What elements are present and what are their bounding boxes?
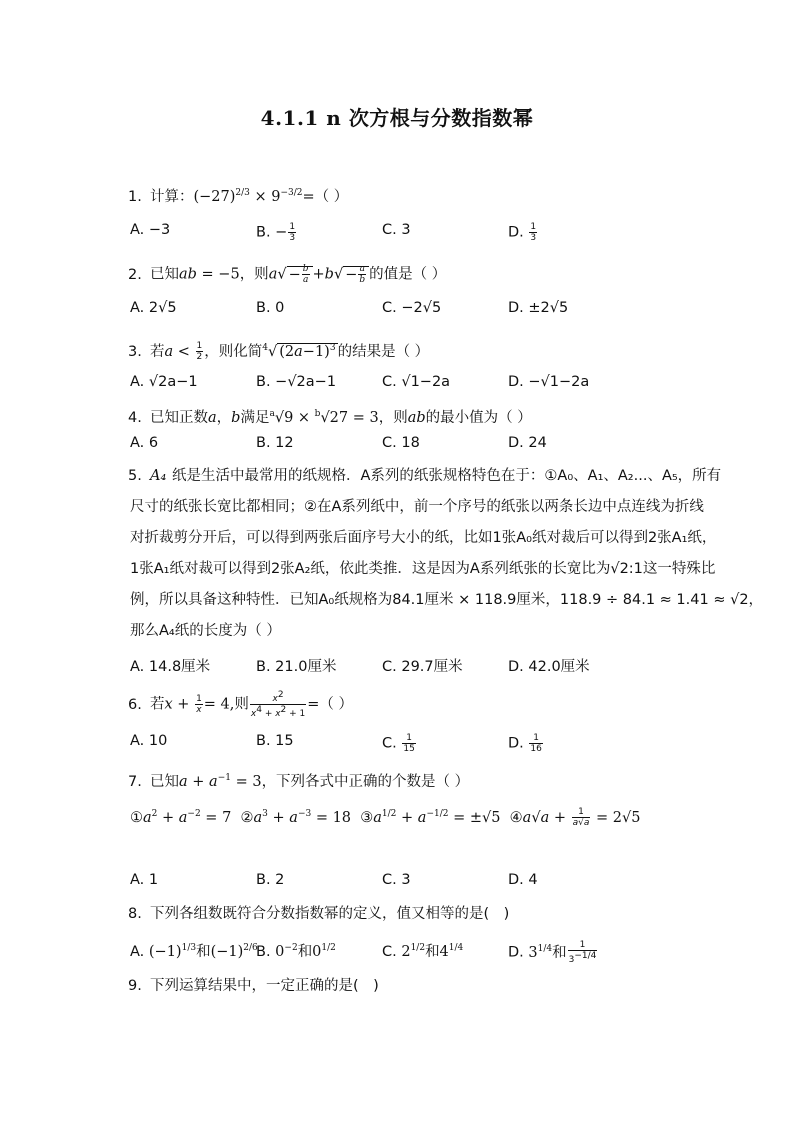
q7-options bbox=[130, 872, 730, 894]
q1-option-d[interactable]: D. $\frac{1}{3}$ bbox=[508, 222, 537, 243]
question-9: 9. 下列运算结果中，一定正确的是( ) bbox=[128, 978, 379, 994]
q1-option-c[interactable]: C. 3 bbox=[382, 222, 411, 238]
q4-options bbox=[130, 435, 730, 457]
question-5-number: 5. A₄ bbox=[128, 468, 167, 484]
q4-option-a[interactable]: A. 6 bbox=[130, 435, 159, 451]
q7-statements: $①a^2 + a^{-2} = 7$ $②a^3 + a^{-3} = 18$ $③a^{1/2} + a^{-1/2} = \pm√5$ ④a√a + $\frac{1}{a√a}$ = 2√5 bbox=[130, 807, 641, 829]
q6-option-b[interactable]: B. 15 bbox=[256, 733, 294, 749]
page-title: 4.1.1 n 次方根与分数指数幂 bbox=[260, 106, 534, 130]
q6-option-c[interactable]: C. $\frac{1}{15}$ bbox=[382, 733, 415, 754]
q3-options bbox=[130, 374, 730, 396]
q7-option-d[interactable]: D. 4 bbox=[508, 872, 538, 888]
question-6: 6. 若x + $\frac{1}{x}$ = 4,则 $\frac{x^2}{x^4 + x^2 + 1}$ =（ ） bbox=[128, 690, 354, 719]
q1-expression: $(-27)^{2/3} \times 9^{-3/2}$ bbox=[193, 188, 303, 205]
q8-option-d[interactable]: D. $3^{1/4}$和 $\frac{1}{3^{-1/4}}$ bbox=[508, 940, 597, 965]
q2-option-c[interactable]: C. −2√5 bbox=[382, 300, 442, 316]
q8-option-a[interactable]: A. $(-1)^{1/3}$和$(-1)^{2/6}$ bbox=[130, 943, 258, 960]
q4-option-c[interactable]: C. 18 bbox=[382, 435, 420, 451]
q2-option-b[interactable]: B. 0 bbox=[256, 300, 285, 316]
q3-option-b[interactable]: B. −√2a−1 bbox=[256, 374, 337, 390]
q1-options bbox=[130, 222, 730, 244]
q5-option-a[interactable]: A. 14.8厘米 bbox=[130, 659, 211, 675]
q3-option-a[interactable]: A. √2a−1 bbox=[130, 374, 198, 390]
q5-option-d[interactable]: D. 42.0厘米 bbox=[508, 659, 590, 675]
q2-option-d[interactable]: D. ±2√5 bbox=[508, 300, 569, 316]
q1-option-b[interactable]: B. − $\frac{1}{3}$ bbox=[256, 222, 296, 243]
q2-options bbox=[130, 300, 730, 322]
question-2: 2. 已知ab = −5，则a√ − $\frac{b}{a}$ +b√ − $\frac{a}{b}$ 的值是（ ） bbox=[128, 264, 447, 285]
q5-option-b[interactable]: B. 21.0厘米 bbox=[256, 659, 337, 675]
q6-options bbox=[130, 733, 730, 755]
question-1: 1. 计算：$(-27)^{2/3} \times 9^{-3/2}=$（ ） bbox=[128, 188, 349, 205]
q4-option-d[interactable]: D. 24 bbox=[508, 435, 547, 451]
q7-option-c[interactable]: C. 3 bbox=[382, 872, 411, 888]
q3-option-d[interactable]: D. −√1−2a bbox=[508, 374, 590, 390]
q4-option-b[interactable]: B. 12 bbox=[256, 435, 294, 451]
question-7: 7. 已知$a + a^{-1} = 3$，下列各式中正确的个数是（ ） bbox=[128, 773, 470, 790]
q3-option-c[interactable]: C. √1−2a bbox=[382, 374, 451, 390]
q8-option-c[interactable]: C. $2^{1/2}$和$4^{1/4}$ bbox=[382, 943, 464, 960]
question-4: 4. 已知正数a，b满足$^a$√9 × $^b$√27 = 3，则ab的最小值为（ ） bbox=[128, 409, 532, 426]
q1-option-a[interactable]: A. −3 bbox=[130, 222, 171, 238]
q2-option-a[interactable]: A. 2√5 bbox=[130, 300, 177, 316]
question-5-body: 尺寸的纸张长宽比都相同；②在A系列纸中，前一个序号的纸张以两条长边中点连线为折线 对折裁剪分开后，可以得到两张后面序号大小的纸，比如1张A₀纸对裁后可以得到2张A₁纸， 1张A₁纸对裁可以得到2张A₂纸，依此类推．这是因为A系列纸张的长宽比为√2:1这一特殊比 例，所以具备这种特性．已知A₀纸规格为84.1厘米 × 118.9厘米，118.9 ÷ 84.1 ≈ 1.41 ≈ √2， 那么A₄纸的长度为（ ） bbox=[130, 499, 764, 639]
q6-option-d[interactable]: D. $\frac{1}{16}$ bbox=[508, 733, 542, 754]
q5-options bbox=[130, 655, 730, 677]
q8-option-b[interactable]: B. $0^{-2}$和$0^{1/2}$ bbox=[256, 943, 336, 960]
q7-option-a[interactable]: A. 1 bbox=[130, 872, 159, 888]
q7-option-b[interactable]: B. 2 bbox=[256, 872, 285, 888]
question-5-line-1: 纸是生活中最常用的纸规格．A系列的纸张规格特色在于：①A₀、A₁、A₂...、A₅，所有 bbox=[172, 468, 722, 484]
q8-options bbox=[130, 940, 730, 965]
q6-option-a[interactable]: A. 10 bbox=[130, 733, 168, 749]
question-3: 3. 若a < $\frac{1}{2}$ ，则化简$^4$√ $(2a-1)^3$ 的结果是（ ） bbox=[128, 341, 430, 363]
question-8: 8. 下列各组数既符合分数指数幂的定义，值又相等的是( ) bbox=[128, 906, 510, 922]
q5-option-c[interactable]: C. 29.7厘米 bbox=[382, 659, 463, 675]
